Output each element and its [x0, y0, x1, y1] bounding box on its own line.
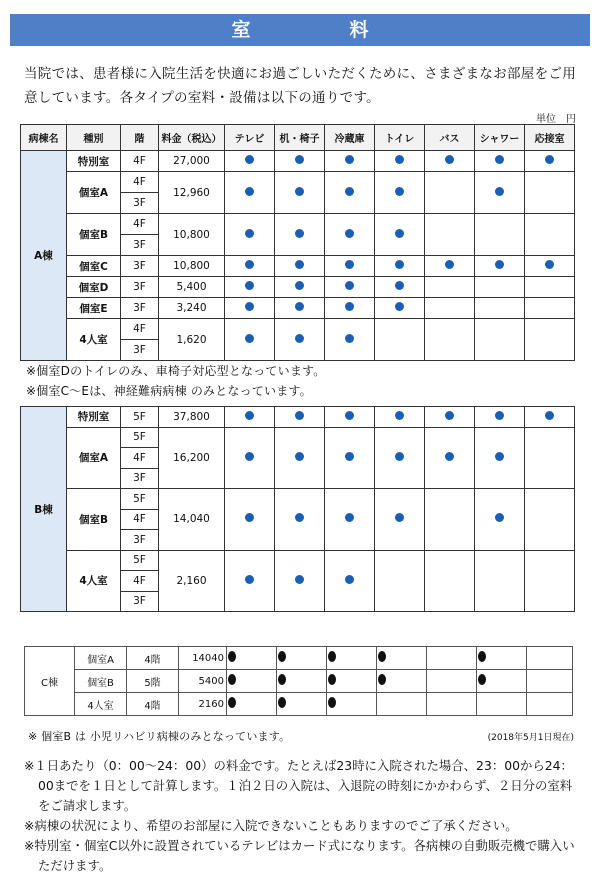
building-b-table [20, 406, 575, 612]
available-dot [395, 281, 404, 290]
available-dot [295, 281, 304, 290]
column-header: 病棟名 [21, 125, 67, 151]
equipment-cell [427, 647, 477, 670]
available-dot [395, 452, 404, 461]
available-dot [245, 155, 254, 164]
equipment-cell [375, 277, 425, 298]
equipment-cell [327, 693, 377, 716]
room-type: 個室A [75, 647, 127, 670]
floor: 5F [121, 427, 159, 448]
equipment-cell [425, 256, 475, 277]
equipment-cell [377, 647, 427, 670]
available-dot [295, 575, 304, 584]
price: 14040 [179, 647, 227, 670]
equipment-cell [227, 670, 277, 693]
equipment-cell [425, 172, 475, 214]
floor: 5F [121, 407, 159, 428]
equipment-cell [425, 319, 475, 361]
equipment-cell [275, 172, 325, 214]
column-header: シャワー [475, 125, 525, 151]
available-dot [345, 155, 354, 164]
equipment-cell [375, 214, 425, 256]
column-header: バス [425, 125, 475, 151]
equipment-cell [325, 298, 375, 319]
available-dot [245, 281, 254, 290]
equipment-cell [325, 427, 375, 489]
equipment-cell [225, 319, 275, 361]
equipment-cell [375, 489, 425, 551]
floor: 4階 [127, 647, 179, 670]
available-dot [295, 334, 304, 343]
equipment-cell [475, 298, 525, 319]
table-row [25, 693, 573, 716]
available-dot [295, 260, 304, 269]
available-dot [395, 260, 404, 269]
price: 5400 [179, 670, 227, 693]
equipment-cell [225, 256, 275, 277]
table-row [21, 172, 575, 193]
room-type: 個室E [67, 298, 121, 319]
room-type: 個室B [67, 489, 121, 551]
equipment-cell [277, 693, 327, 716]
building-name: B棟 [21, 407, 67, 612]
footnote: ※病棟の状況により、希望のお部屋に入院できないこともありますのでご了承ください。 [24, 818, 518, 833]
available-dot [345, 302, 354, 311]
column-header: 料金（税込） [159, 125, 225, 151]
available-dot [395, 229, 404, 238]
equipment-cell [225, 407, 275, 428]
available-dot [295, 411, 304, 420]
available-dot [395, 302, 404, 311]
equipment-cell [525, 277, 575, 298]
equipment-cell [275, 550, 325, 612]
intro-text: 当院では、患者様に入院生活を快適にお過ごしいただくために、さまざまなお部屋をご用意しています。各タイプの室料・設備は以下の通りです。 [24, 66, 576, 106]
equipment-cell [525, 550, 575, 612]
equipment-cell [525, 298, 575, 319]
available-dot [295, 229, 304, 238]
column-header: テレビ [225, 125, 275, 151]
price: 2,160 [159, 550, 225, 612]
available-dot [545, 155, 554, 164]
available-dot [278, 697, 286, 708]
floor: 4F [121, 509, 159, 530]
available-dot [495, 452, 504, 461]
available-dot [345, 334, 354, 343]
price: 16,200 [159, 427, 225, 489]
available-dot [245, 302, 254, 311]
equipment-cell [527, 693, 573, 716]
room-type: 特別室 [67, 407, 121, 428]
equipment-cell [475, 277, 525, 298]
available-dot [278, 651, 286, 662]
room-type: 個室A [67, 427, 121, 489]
available-dot [345, 260, 354, 269]
floor: 4F [121, 151, 159, 172]
equipment-cell [325, 319, 375, 361]
equipment-cell [225, 214, 275, 256]
equipment-cell [427, 693, 477, 716]
footnote: ※特別室・個室C以外に設置されているテレビはカード式になります。各病棟の自動販売機で購入いただけます。 [24, 838, 575, 873]
equipment-cell [525, 256, 575, 277]
equipment-cell [475, 214, 525, 256]
floor: 3F [121, 298, 159, 319]
equipment-cell [325, 256, 375, 277]
equipment-cell [275, 151, 325, 172]
available-dot [495, 513, 504, 522]
equipment-cell [275, 256, 325, 277]
room-type: 4人室 [67, 319, 121, 361]
equipment-cell [277, 670, 327, 693]
available-dot [478, 651, 486, 662]
price: 10,800 [159, 214, 225, 256]
equipment-cell [325, 214, 375, 256]
equipment-cell [425, 427, 475, 489]
equipment-cell [375, 407, 425, 428]
price: 2160 [179, 693, 227, 716]
equipment-cell [375, 427, 425, 489]
available-dot [345, 411, 354, 420]
equipment-cell [375, 256, 425, 277]
equipment-cell [525, 407, 575, 428]
table-row [21, 277, 575, 298]
equipment-cell [525, 427, 575, 489]
available-dot [495, 411, 504, 420]
room-type: 個室A [67, 172, 121, 214]
available-dot [345, 187, 354, 196]
available-dot [245, 411, 254, 420]
equipment-cell [477, 670, 527, 693]
note-a2: ※個室C～Eは、神経難病病棟 のみとなっています。 [26, 384, 312, 398]
equipment-cell [475, 407, 525, 428]
equipment-cell [275, 427, 325, 489]
available-dot [228, 651, 236, 662]
floor: 5F [121, 489, 159, 510]
available-dot [445, 155, 454, 164]
floor: 3F [121, 277, 159, 298]
equipment-cell [275, 277, 325, 298]
floor: 3F [121, 256, 159, 277]
floor: 3F [121, 235, 159, 256]
equipment-cell [225, 427, 275, 489]
equipment-cell [277, 647, 327, 670]
equipment-cell [475, 550, 525, 612]
room-type: 個室B [67, 214, 121, 256]
equipment-cell [225, 489, 275, 551]
floor: 4F [121, 214, 159, 235]
equipment-cell [475, 427, 525, 489]
available-dot [345, 281, 354, 290]
available-dot [495, 260, 504, 269]
table-row [21, 151, 575, 172]
floor: 4F [121, 319, 159, 340]
equipment-cell [427, 670, 477, 693]
equipment-cell [325, 277, 375, 298]
room-type: 特別室 [67, 151, 121, 172]
unit-label: 単位 円 [536, 114, 576, 125]
price: 12,960 [159, 172, 225, 214]
equipment-cell [527, 647, 573, 670]
available-dot [245, 513, 254, 522]
equipment-cell [425, 298, 475, 319]
floor: 4F [121, 172, 159, 193]
equipment-cell [375, 298, 425, 319]
table-row [25, 670, 573, 693]
available-dot [378, 674, 386, 685]
equipment-cell [225, 550, 275, 612]
equipment-cell [227, 647, 277, 670]
column-header: 種別 [67, 125, 121, 151]
column-header: 冷蔵庫 [325, 125, 375, 151]
available-dot [545, 411, 554, 420]
room-type: 4人室 [67, 550, 121, 612]
available-dot [395, 411, 404, 420]
building-name: A棟 [21, 151, 67, 361]
equipment-cell [327, 647, 377, 670]
equipment-cell [475, 151, 525, 172]
available-dot [328, 697, 336, 708]
equipment-cell [425, 214, 475, 256]
equipment-cell [275, 407, 325, 428]
table-row [25, 647, 573, 670]
column-header: 階 [121, 125, 159, 151]
building-c-table [24, 646, 573, 716]
equipment-cell [375, 550, 425, 612]
price: 27,000 [159, 151, 225, 172]
equipment-cell [375, 172, 425, 214]
column-header: 机・椅子 [275, 125, 325, 151]
table-row [21, 407, 575, 428]
floor: 3F [121, 468, 159, 489]
available-dot [495, 155, 504, 164]
equipment-cell [425, 550, 475, 612]
available-dot [445, 452, 454, 461]
floor: 5F [121, 550, 159, 571]
equipment-cell [525, 151, 575, 172]
equipment-cell [425, 151, 475, 172]
note-a1: ※個室Dのトイレのみ、車椅子対応型となっています。 [26, 364, 326, 378]
column-header: 応接室 [525, 125, 575, 151]
equipment-cell [325, 550, 375, 612]
table-row [21, 319, 575, 340]
equipment-cell [275, 298, 325, 319]
available-dot [295, 513, 304, 522]
equipment-cell [325, 407, 375, 428]
floor: 3F [121, 193, 159, 214]
available-dot [295, 452, 304, 461]
equipment-cell [275, 214, 325, 256]
floor: 3F [121, 591, 159, 612]
equipment-cell [525, 319, 575, 361]
equipment-cell [227, 693, 277, 716]
equipment-cell [225, 298, 275, 319]
available-dot [545, 260, 554, 269]
table-row [21, 550, 575, 571]
floor: 5階 [127, 670, 179, 693]
equipment-cell [325, 489, 375, 551]
available-dot [295, 155, 304, 164]
equipment-cell [377, 693, 427, 716]
equipment-cell [475, 172, 525, 214]
available-dot [395, 513, 404, 522]
price: 37,800 [159, 407, 225, 428]
equipment-cell [475, 319, 525, 361]
available-dot [378, 651, 386, 662]
equipment-cell [375, 319, 425, 361]
equipment-cell [475, 256, 525, 277]
equipment-cell [525, 214, 575, 256]
floor: 3F [121, 530, 159, 551]
available-dot [328, 674, 336, 685]
available-dot [345, 513, 354, 522]
available-dot [478, 674, 486, 685]
table-row [21, 427, 575, 448]
equipment-cell [375, 151, 425, 172]
floor: 4F [121, 571, 159, 592]
price: 14,040 [159, 489, 225, 551]
equipment-cell [425, 407, 475, 428]
available-dot [245, 260, 254, 269]
equipment-cell [477, 647, 527, 670]
table-row [21, 214, 575, 235]
date-label: (2018年5月1日現在) [487, 733, 574, 743]
building-a-table [20, 124, 575, 361]
equipment-cell [475, 489, 525, 551]
available-dot [395, 155, 404, 164]
table-row [21, 298, 575, 319]
available-dot [278, 674, 286, 685]
footnotes [24, 756, 584, 876]
equipment-cell [327, 670, 377, 693]
equipment-cell [325, 151, 375, 172]
equipment-cell [525, 172, 575, 214]
available-dot [245, 229, 254, 238]
equipment-cell [225, 277, 275, 298]
equipment-cell [325, 172, 375, 214]
floor: 4F [121, 448, 159, 469]
equipment-cell [275, 489, 325, 551]
available-dot [245, 452, 254, 461]
equipment-cell [477, 693, 527, 716]
available-dot [328, 651, 336, 662]
building-name: C棟 [25, 647, 75, 716]
price: 1,620 [159, 319, 225, 361]
room-type: 4人室 [75, 693, 127, 716]
equipment-cell [225, 172, 275, 214]
available-dot [345, 575, 354, 584]
note-c: ※ 個室B は 小児リハビリ病棟のみとなっています。 [28, 730, 291, 743]
available-dot [295, 187, 304, 196]
price: 10,800 [159, 256, 225, 277]
available-dot [245, 334, 254, 343]
footnote: ※１日あたり（0：00～24：00）の料金です。たとえば23時に入院された場合、23：00から24：00までを１日として計算します。１泊２日の入院は、入退院の時刻にかかわらず、２日分の室料をご請求します。 [24, 758, 573, 813]
equipment-cell [525, 489, 575, 551]
floor: 4階 [127, 693, 179, 716]
equipment-cell [527, 670, 573, 693]
room-type: 個室C [67, 256, 121, 277]
table-row [21, 489, 575, 510]
available-dot [395, 187, 404, 196]
available-dot [445, 411, 454, 420]
available-dot [295, 302, 304, 311]
floor: 3F [121, 340, 159, 361]
available-dot [228, 674, 236, 685]
available-dot [345, 229, 354, 238]
available-dot [445, 260, 454, 269]
equipment-cell [275, 319, 325, 361]
room-type: 個室D [67, 277, 121, 298]
available-dot [245, 187, 254, 196]
equipment-cell [225, 151, 275, 172]
table-row [21, 256, 575, 277]
price: 5,400 [159, 277, 225, 298]
price: 3,240 [159, 298, 225, 319]
equipment-cell [425, 489, 475, 551]
room-type: 個室B [75, 670, 127, 693]
available-dot [228, 697, 236, 708]
column-header: トイレ [375, 125, 425, 151]
equipment-cell [377, 670, 427, 693]
equipment-cell [425, 277, 475, 298]
available-dot [345, 452, 354, 461]
available-dot [245, 575, 254, 584]
page-title: 室 料 [10, 14, 590, 46]
available-dot [495, 187, 504, 196]
